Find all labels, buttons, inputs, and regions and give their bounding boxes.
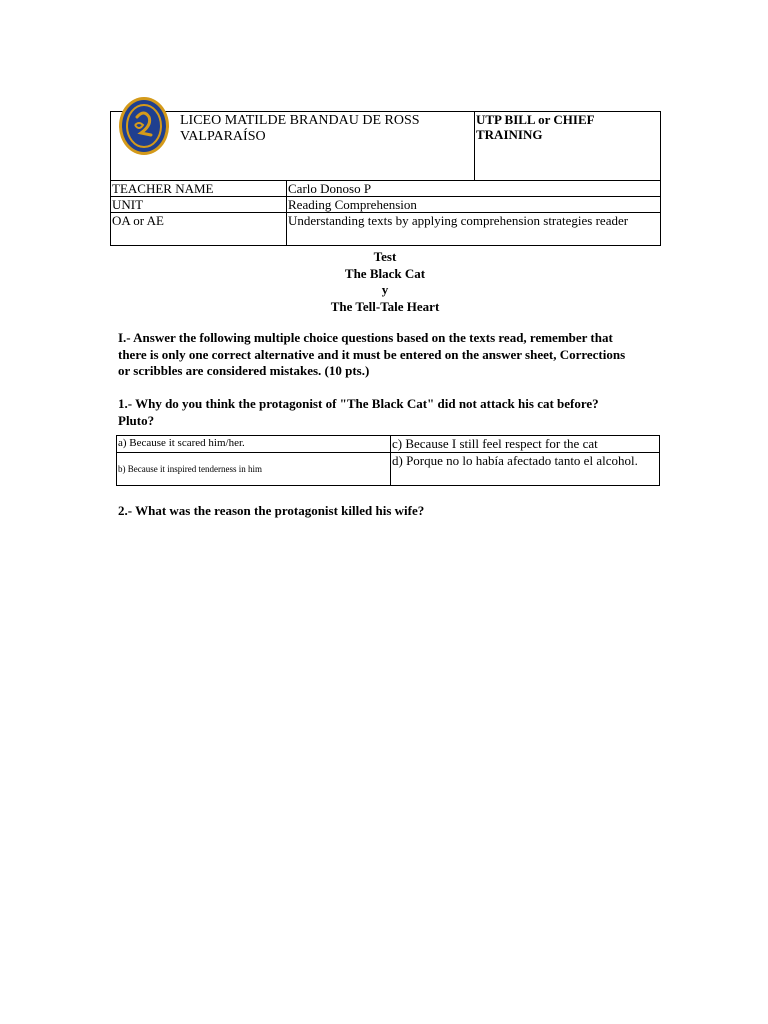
option-c: c) Because I still feel respect for the cat — [391, 436, 660, 453]
school-city-line: VALPARAÍSO — [180, 129, 266, 144]
unit-value: Reading Comprehension — [287, 197, 661, 213]
option-a: a) Because it scared him/her. — [117, 436, 391, 453]
title-test: Test — [373, 249, 397, 264]
question-1-options — [116, 435, 660, 486]
title-conjunction: y — [381, 282, 389, 297]
title-tell-tale-heart: The Tell-Tale Heart — [330, 298, 440, 314]
school-name — [180, 113, 420, 145]
teacher-name-label: TEACHER NAME — [111, 181, 287, 197]
oa-value: Understanding texts by applying comprehension strategies reader — [287, 213, 661, 246]
instructions: I.- Answer the following multiple choice questions based on the texts read, remember that there is only one correct alternative and it must be entered on the answer sheet, Corrections or scribbles are considered mistakes. (10 pts.) — [118, 330, 626, 378]
school-cell — [111, 112, 475, 181]
school-name-line: LICEO MATILDE BRANDAU DE ROSS — [180, 113, 420, 128]
question-2: 2.- What was the reason the protagonist killed his wife? — [118, 503, 425, 518]
teacher-name-value: Carlo Donoso P — [287, 181, 661, 197]
title-black-cat: The Black Cat — [344, 265, 426, 281]
header-table — [110, 111, 661, 246]
oa-label: OA or AE — [111, 213, 287, 246]
test-titles — [110, 249, 660, 315]
option-d: d) Porque no lo había afectado tanto el alcohol. — [391, 453, 660, 486]
option-b: b) Because it inspired tenderness in him — [117, 453, 391, 486]
utp-cell: UTP BILL or CHIEF TRAINING — [475, 112, 661, 181]
question-1: 1.- Why do you think the protagonist of "The Black Cat" did not attack his cat before? Pluto? — [118, 396, 599, 428]
unit-label: UNIT — [111, 197, 287, 213]
school-crest-logo — [117, 95, 171, 157]
